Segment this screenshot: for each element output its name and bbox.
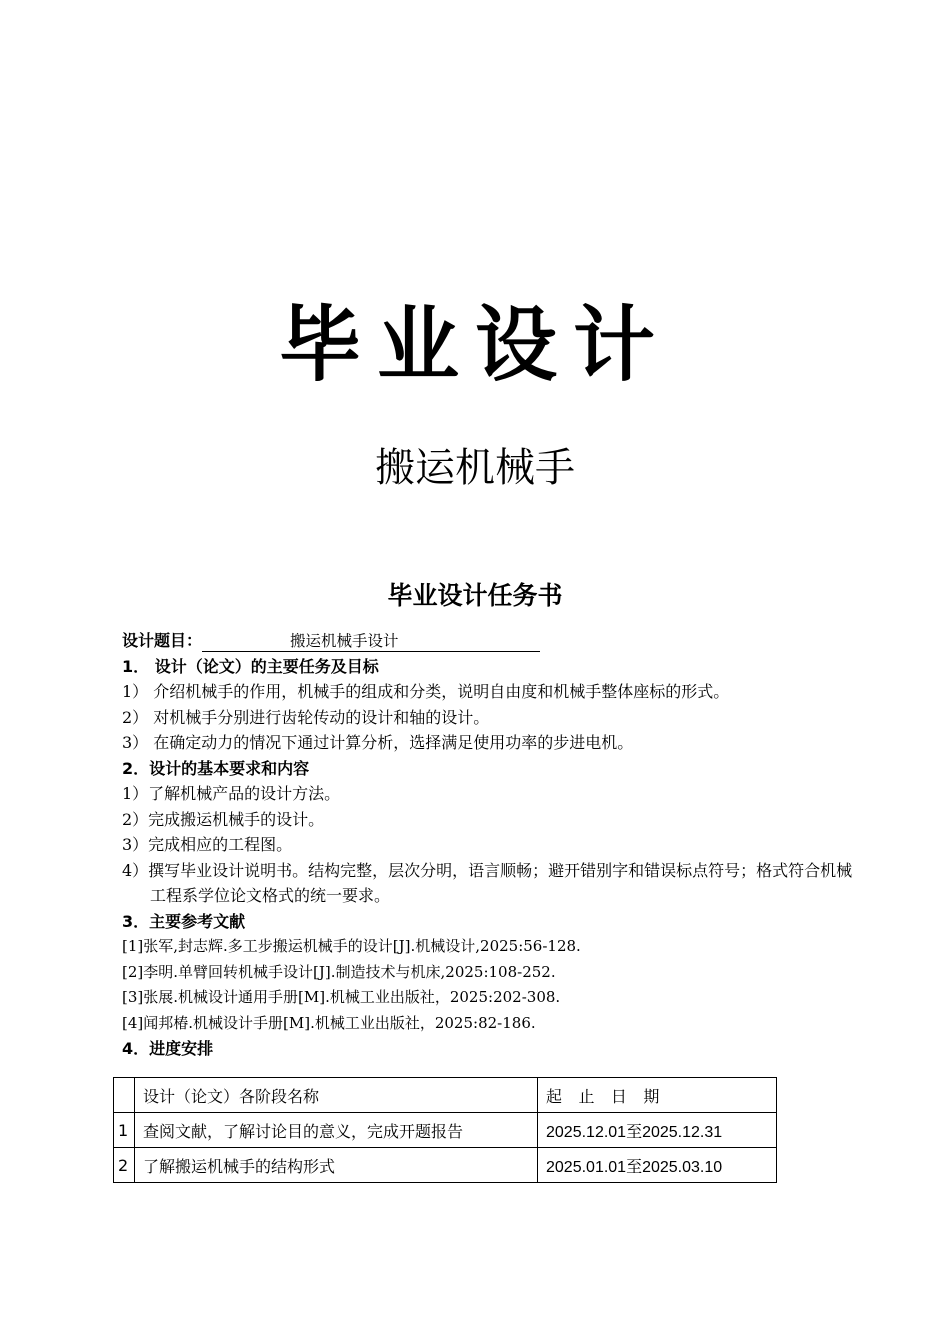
design-topic-label: 设计题目： xyxy=(122,631,203,650)
table-row xyxy=(114,1148,777,1183)
section-heading: 3．主要参考文献 xyxy=(122,911,246,931)
section-heading: 2．设计的基本要求和内容 xyxy=(122,758,310,778)
list-item: 3） 在确定动力的情况下通过计算分析，选择满足使用功率的步进电机。 xyxy=(122,733,634,752)
design-topic-row xyxy=(122,628,882,654)
table-cell: 查阅文献，了解讨论目的意义，完成开题报告 xyxy=(135,1113,538,1148)
table-header-row xyxy=(114,1078,777,1113)
list-item: 3）完成相应的工程图。 xyxy=(122,835,293,854)
table-cell: 2 xyxy=(114,1148,135,1183)
task-book-title: 毕业设计任务书 xyxy=(387,581,563,610)
table-cell: 了解搬运机械手的结构形式 xyxy=(135,1148,538,1183)
reference-item: [4]闻邦椿.机械设计手册[M].机械工业出版社，2025:82-186. xyxy=(122,1013,536,1032)
design-topic-value: 搬运机械手设计 xyxy=(202,631,540,652)
table-row xyxy=(114,1113,777,1148)
reference-item: [1]张军,封志辉.多工步搬运机械手的设计[J].机械设计,2025:56-128. xyxy=(122,937,581,955)
table-cell: 2025.01.01至2025.03.10 xyxy=(538,1148,777,1183)
table-header-cell: 设计（论文）各阶段名称 xyxy=(135,1078,538,1113)
list-item: 1）了解机械产品的设计方法。 xyxy=(122,784,341,803)
cover-subtitle: 搬运机械手 xyxy=(375,445,575,491)
table-cell: 2025.12.01至2025.12.31 xyxy=(538,1113,777,1148)
table-header-cell xyxy=(114,1078,135,1113)
table-header-cell: 起 止 日 期 xyxy=(538,1078,777,1113)
list-item: 2） 对机械手分别进行齿轮传动的设计和轴的设计。 xyxy=(122,707,490,727)
table-cell: 1 xyxy=(114,1113,135,1148)
list-item: 1） 介绍机械手的作用，机械手的组成和分类，说明自由度和机械手整体座标的形式。 xyxy=(122,682,730,701)
schedule-table xyxy=(113,1077,777,1183)
section-heading: 4．进度安排 xyxy=(122,1039,214,1058)
reference-item: [3]张展.机械设计通用手册[M].机械工业出版社，2025:202-308. xyxy=(122,988,561,1006)
task-book-content xyxy=(122,628,882,1062)
cover-title: 毕业设计 xyxy=(278,298,671,393)
list-item: 4）撰写毕业设计说明书。结构完整，层次分明，语言顺畅；避开错别字和错误标点符号；格式符合机械工程系学位论文格式的统一要求。 xyxy=(122,860,853,905)
reference-item: [2]李明.单臂回转机械手设计[J].制造技术与机床,2025:108-252. xyxy=(122,962,556,981)
section-heading: 1． 设计（论文）的主要任务及目标 xyxy=(122,656,379,676)
list-item: 2）完成搬运机械手的设计。 xyxy=(122,809,325,829)
